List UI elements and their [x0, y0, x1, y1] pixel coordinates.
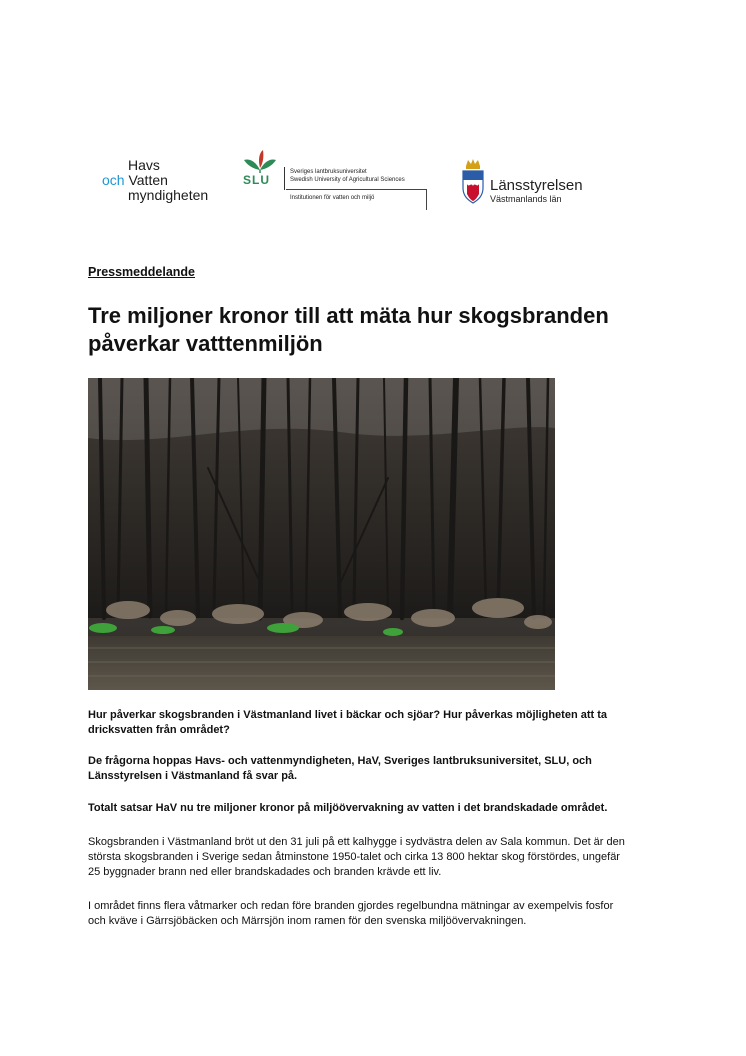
press-release-label: Pressmeddelande	[88, 265, 195, 279]
havs-logo-line3: myndigheten	[128, 187, 209, 203]
havs-logo-line2	[102, 173, 168, 188]
havs-logo-line1: Havs	[128, 157, 160, 173]
havs-logo-och: och	[102, 172, 125, 188]
slu-rule-vertical	[426, 189, 427, 210]
slu-department: Institutionen för vatten och miljö	[290, 195, 375, 201]
slu-line1: Sveriges lantbruksuniversitet	[290, 169, 367, 175]
slu-name: SLU	[243, 173, 270, 187]
slu-divider	[284, 167, 285, 190]
intro-answer: De frågorna hoppas Havs- och vattenmyndigheten, HaV, Sveriges lantbruksuniversitet, SLU, och Länsstyrelsen i Västmanland få svar på.	[88, 755, 592, 782]
burned-forest-photo	[88, 378, 555, 690]
havs-logo-vatten: Vatten	[128, 172, 168, 188]
intro-question: Hur påverkar skogsbranden i Västmanland livet i bäckar och sjöar? Hur påverkas möjligheten att ta dricksvatten från området?	[88, 709, 608, 736]
lansstyrelsen-name: Länsstyrelsen	[490, 177, 583, 194]
slu-line2: Swedish University of Agricultural Sciences	[290, 177, 405, 183]
funding-summary: Totalt satsar HaV nu tre miljoner kronor på miljöövervakning av vatten i det brandskadade området.	[88, 802, 608, 814]
body-paragraph: Skogsbranden i Västmanland bröt ut den 31 juli på ett kalhygge i sydvästra delen av Sala kommun. Det är den största skogsbranden i Sverige sedan åtminstone 1950-talet och cirka 13 800 hektar skog förstördes, ungefär 25 byggnader brann ned eller brandskadades och branden krävde ett liv.	[88, 836, 625, 878]
body-paragraph: I området finns flera våtmarker och redan före branden gjordes regelbundna mätningar av exempelvis fosfor och kväve i Gärrsjöbäcken och Märrsjön inom ramen för den svenska miljöövervakningen.	[88, 900, 614, 927]
lansstyrelsen-logo	[460, 158, 600, 208]
lansstyrelsen-region: Västmanlands län	[490, 194, 562, 204]
crest-icon	[460, 158, 486, 204]
page-title: Tre miljoner kronor till att mäta hur skogsbranden påverkar vatttenmiljön	[88, 303, 609, 356]
slu-logo	[240, 148, 430, 214]
havs-och-vattenmyndigheten-logo	[102, 158, 222, 208]
slu-rule	[286, 189, 426, 190]
